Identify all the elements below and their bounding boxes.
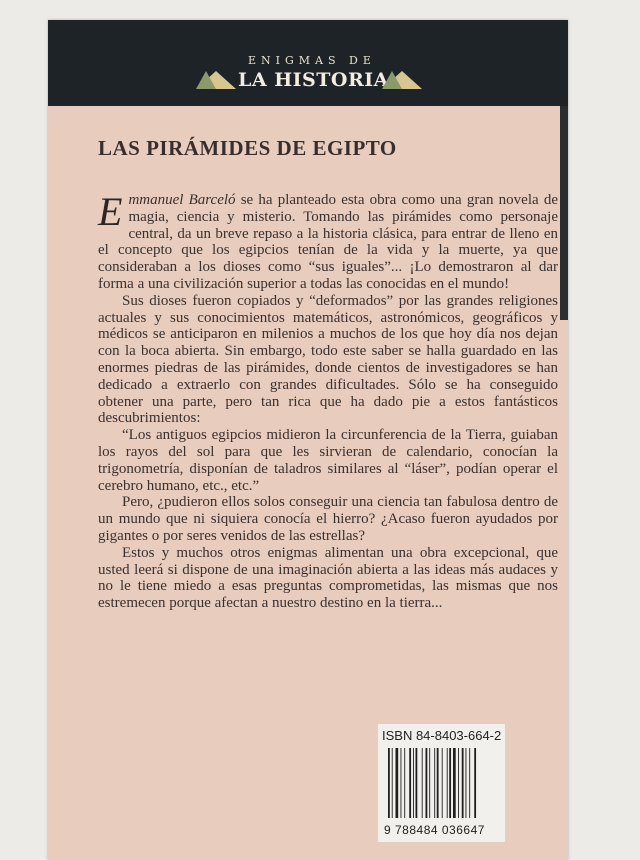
blurb [98, 189, 558, 612]
isbn-barcode-box [378, 724, 505, 842]
drop-cap: E [98, 189, 123, 234]
barcode-bar [409, 748, 411, 818]
barcode-bar [404, 748, 405, 818]
book-back-cover [48, 20, 568, 860]
barcode-bar [437, 748, 439, 818]
paragraph-1-text: se ha planteado esta obra como una gran novela de magia, ciencia y misterio. Tomando las pirámides como personaje central, da un breve repaso a la historia clásica, para entrar de lleno en el concepto que los egipcios tenían de la vida y la muerte, ya que consideraban a los dioses como “sus iguales”... ¡Lo demostraron al dar forma a una civilización superior a todas las conocidas en el mundo! [98, 192, 558, 292]
barcode-bar [434, 748, 435, 818]
paragraph-2: Sus dioses fueron copiados y “deformados” por las grandes religiones actuales y sus conocimientos matemáticos, astronómicos, geográficos y médicos se anticiparon en milenios a muchos de los que hoy día nos dejan con la boca abierta. Sin embargo, todo este saber se halla guardado en las enormes piedras de las pirámides, donde cientos de investigadores se han dedicado a extraerlo con grandes dificultades. Sólo se ha conseguido obtener una parte, pero tan rica que ha dado pie a estos fantásticos descubrimientos: [98, 292, 558, 427]
book-title: LAS PIRÁMIDES DE EGIPTO [98, 136, 397, 160]
barcode-bar [462, 748, 464, 818]
barcode-bar [474, 748, 476, 818]
barcode-bar [388, 748, 390, 818]
author-name: mmanuel Barceló [128, 192, 236, 208]
barcode-bar [453, 748, 456, 818]
barcode [388, 748, 500, 818]
barcode-bar [396, 748, 399, 818]
pyramid-icon [196, 71, 236, 89]
paragraph-1 [98, 189, 558, 293]
spine-edge [560, 106, 568, 320]
header-band [48, 20, 568, 106]
barcode-bar [458, 748, 459, 818]
isbn-label: ISBN 84-8403-664-2 [382, 728, 502, 743]
barcode-bar [422, 748, 423, 818]
series-logo-small: ENIGMAS DE [248, 54, 376, 67]
barcode-bar [413, 748, 414, 818]
barcode-bar [392, 748, 393, 818]
barcode-bar [447, 748, 448, 818]
paragraph-5: Estos y muchos otros enigmas alimentan una obra excepcional, que usted leerá si dispone de una imaginación abierta a las ideas más audaces y no le tiene miedo a esas preguntas comprometidas, las mismas que nos estremecen porque afectan a nuestro destino en la tierra... [98, 544, 558, 612]
paragraph-3: “Los antiguos egipcios midieron la circunferencia de la Tierra, guiaban los rayos del sol para que les sirvieran de calendario, conocían la trigonometría, disponían de taladros similares al “láser”, podían operar el cerebro humano, etc., etc.” [98, 427, 558, 494]
pyramid-icon [382, 71, 422, 89]
barcode-bar [469, 748, 470, 818]
barcode-bar [466, 748, 467, 818]
barcode-bar [429, 748, 430, 818]
paragraph-4: Pero, ¿pudieron ellos solos conseguir una ciencia tan fabulosa dentro de un mundo que ni siquiera conocía el hierro? ¿Acaso fueron ayudados por gigantes o por seres venidos de las estrellas? [98, 494, 558, 544]
barcode-bar [442, 748, 443, 818]
barcode-bar [449, 748, 451, 818]
barcode-bar [416, 748, 418, 818]
barcode-digits: 9 788484 036647 [384, 823, 485, 837]
barcode-bar [401, 748, 402, 818]
series-logo-big: LA HISTORIA [238, 69, 389, 91]
barcode-bar [426, 748, 428, 818]
series-logo [208, 54, 408, 94]
